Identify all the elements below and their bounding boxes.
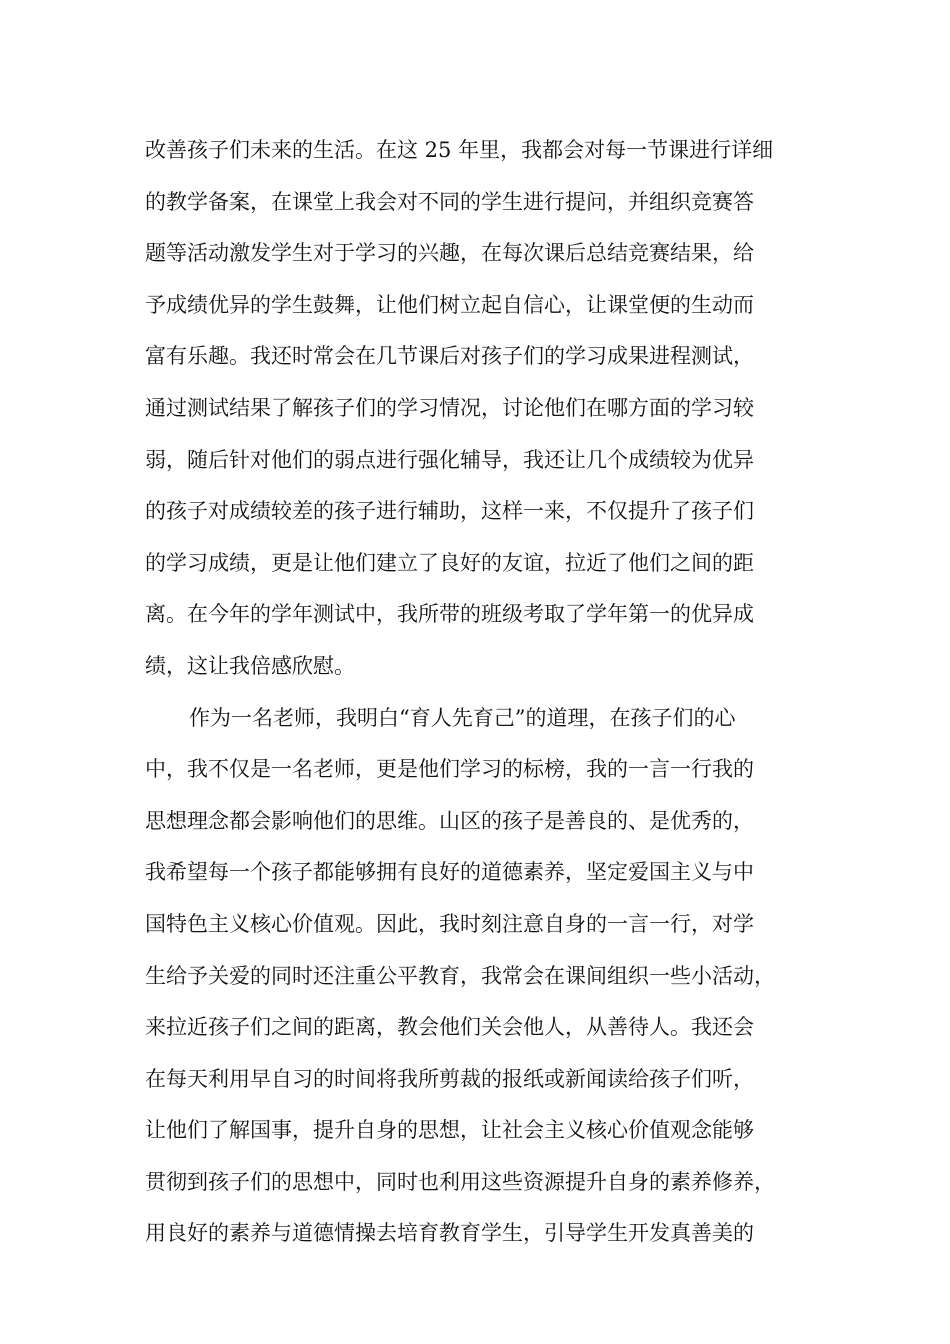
text-line: 作为一名老师，我明白“育人先育己”的道理，在孩子们的心: [189, 705, 736, 730]
text-line: 来拉近孩子们之间的距离，教会他们关会他人，从善待人。我还会: [145, 1015, 754, 1040]
text-line: 绩，这让我倍感欣慰。: [145, 653, 355, 678]
text-line: 在每天利用早自习的时间将我所剪裁的报纸或新闻读给孩子们听，: [145, 1066, 754, 1091]
text-line: 中，我不仅是一名老师，更是他们学习的标榜，我的一言一行我的: [145, 757, 754, 782]
text-line: 改善孩子们未来的生活。在这 25 年里，我都会对每一节课进行详细: [145, 138, 774, 162]
text-line: 生给予关爱的同时还注重公平教育，我常会在课间组织一些小活动，: [145, 963, 775, 988]
text-line: 通过测试结果了解孩子们的学习情况，讨论他们在哪方面的学习较: [145, 395, 754, 420]
text-line: 予成绩优异的学生鼓舞，让他们树立起自信心，让课堂便的生动而: [145, 292, 754, 317]
text-line: 的教学备案，在课堂上我会对不同的学生进行提问，并组织竞赛答: [145, 189, 754, 214]
body-text: [145, 130, 825, 1265]
text-line: 贯彻到孩子们的思想中，同时也利用这些资源提升自身的素养修养，: [145, 1169, 775, 1194]
text-line: 用良好的素养与道德情操去培育教育学生，引导学生开发真善美的: [145, 1221, 754, 1246]
text-line: 弱，随后针对他们的弱点进行强化辅导，我还让几个成绩较为优异: [145, 447, 754, 472]
text-line: 思想理念都会影响他们的思维。山区的孩子是善良的、是优秀的，: [145, 808, 754, 833]
text-line: 国特色主义核心价值观。因此，我时刻注意自身的一言一行，对学: [145, 911, 754, 936]
text-line: 题等活动激发学生对于学习的兴趣，在每次课后总结竞赛结果，给: [145, 241, 754, 266]
text-line: 离。在今年的学年测试中，我所带的班级考取了学年第一的优异成: [145, 602, 754, 627]
text-line: 的孩子对成绩较差的孩子进行辅助，这样一来，不仅提升了孩子们: [145, 499, 754, 524]
text-line: 富有乐趣。我还时常会在几节课后对孩子们的学习成果进程测试，: [145, 344, 754, 369]
text-line: 的学习成绩，更是让他们建立了良好的友谊，拉近了他们之间的距: [145, 550, 754, 575]
text-line: 我希望每一个孩子都能够拥有良好的道德素养，坚定爱国主义与中: [145, 860, 754, 885]
text-line: 让他们了解国事，提升自身的思想，让社会主义核心价值观念能够: [145, 1118, 754, 1143]
